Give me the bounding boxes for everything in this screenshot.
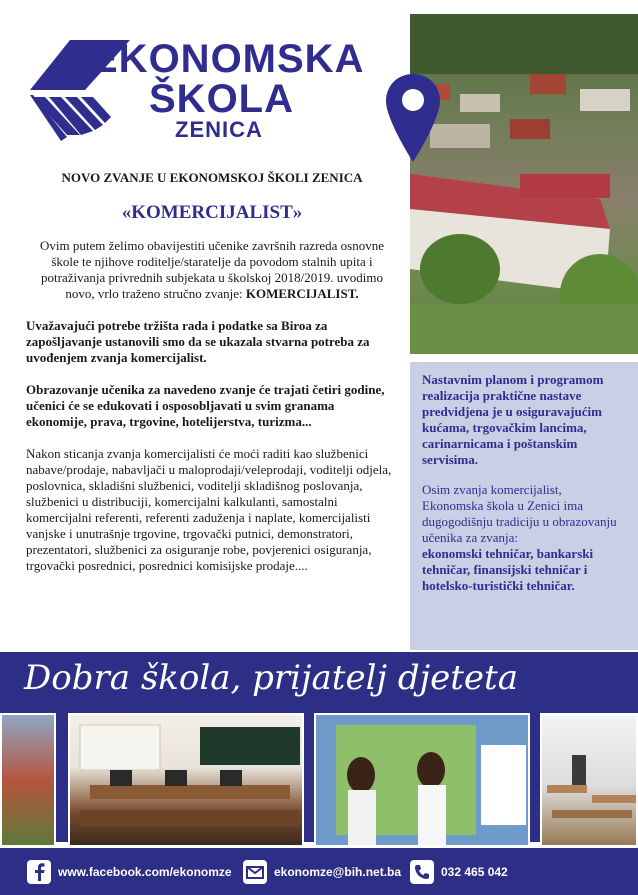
school-logo	[25, 35, 385, 145]
photo-students-exhibition	[314, 713, 530, 847]
main-text-column	[26, 170, 398, 574]
photo-computer-classroom	[68, 713, 304, 847]
mail-icon	[243, 860, 267, 884]
panel-practice-text: Nastavnim planom i programom realizacija praktične nastave predvidjena je u osiguravajućim kućama, trgovačkim lancima, carinarnicama i poštanskim servisima.	[422, 372, 604, 467]
phone-icon	[410, 860, 434, 884]
photo-classroom-desks	[540, 713, 638, 847]
logo-text-line3: ZENICA	[175, 117, 263, 142]
footer-email[interactable]	[243, 860, 401, 884]
facebook-icon	[27, 860, 51, 884]
logo-text-line1: EKONOMSKA	[91, 37, 365, 81]
phone-number[interactable]: 032 465 042	[441, 865, 508, 879]
announcement-title: «KOMERCIJALIST»	[121, 202, 303, 223]
logo-text-line2: ŠKOLA	[149, 77, 294, 121]
intro-bold-text: KOMERCIJALIST.	[245, 286, 359, 301]
intro-paragraph	[26, 238, 398, 302]
aerial-school-photo	[410, 14, 638, 354]
info-panel	[410, 362, 638, 650]
location-pin-icon	[384, 72, 442, 164]
photo-school-building	[0, 713, 56, 847]
footer-facebook[interactable]	[27, 860, 232, 884]
facebook-link[interactable]: www.facebook.com/ekonomze	[58, 865, 232, 879]
footer-phone[interactable]	[410, 860, 508, 884]
slogan-text: Dobra škola, prijatelj djeteta	[24, 658, 518, 698]
paragraph-education: Obrazovanje učenika za navedeno zvanje će trajati četiri godine, učenici će se edukovati i osposobljavati u svim granama ekonomije, prava, trgovine, hotelijerstva, turizma...	[26, 382, 385, 429]
announcement-subtitle: NOVO ZVANJE U EKONOMSKOJ ŠKOLI ZENICA	[61, 170, 363, 185]
paragraph-market-needs: Uvažavajući potrebe tržišta rada i podatke sa Biroa za zapošljavanje ustanovili smo da se ukazala stvarna potreba za uvođenjem zvanja komercijalist.	[26, 318, 370, 365]
paragraph-career-options: Nakon sticanja zvanja komercijalisti će moći raditi kao službenici nabave/prodaje, nabavljači u maloprodaji/veleprodaji, voditelji odjela, poslovnica, skladišni službenici, voditelji skladišnog poslovanja, službenici u distribuciji, komercijalni kalkulanti, samostalni komercijalni referenti, referenti zaduženja i naplate, komercijalisti vanjske i unutrašnje trgovine, trgovački putnici, demonstratori, prezentatori, službenici za osiguranje robe, povjerenici osiguranja, trgovački posrednici, posrednici komisijske prodaje....	[26, 446, 392, 573]
panel-tradition-text: Osim zvanja komercijalist, Ekonomska škola u Zenici ima dugogodišnju tradiciju u obrazovanju učenika za zvanja:	[422, 482, 617, 545]
panel-vocations-text: ekonomski tehničar, bankarski tehničar, finansijski tehničar i hotelsko-turistički tehničar.	[422, 546, 594, 593]
email-link[interactable]: ekonomze@bih.net.ba	[274, 865, 402, 879]
intro-text: Ovim putem želimo obavijestiti učenike završnih razreda osnovne škole te njihove roditelje/staratelje da povodom stalnih upita i potraživanja privrednih subjekata u školskoj 2018/2019. uvodimo novo, vrlo traženo stručno zvanje:	[39, 238, 385, 301]
